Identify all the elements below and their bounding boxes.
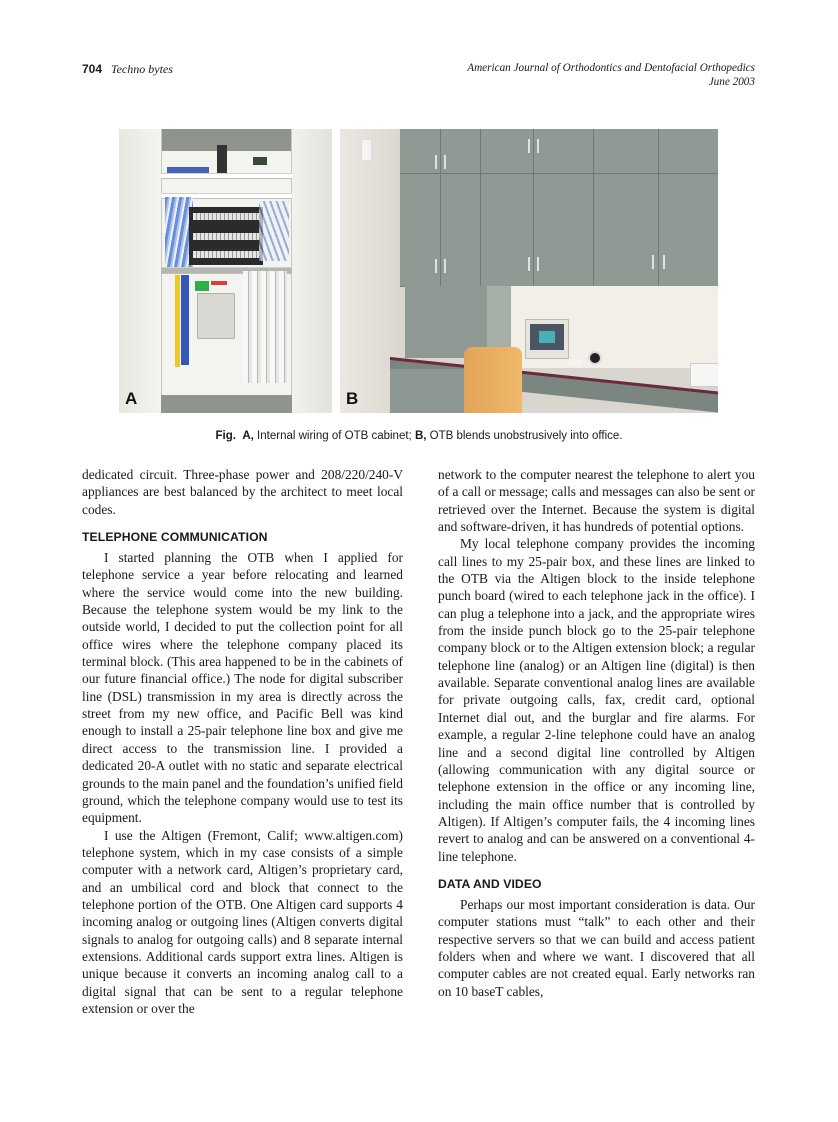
upper-cabinet <box>147 129 307 151</box>
paragraph: Perhaps our most important consideration is data. Our computer stations must “talk” to each other and their respective servers so that we can build and access patient folders when and where we want. I discovered that all computer cables are not created equal. Early networks ran on 10 baseT cables, <box>438 896 755 999</box>
journal-title: American Journal of Orthodontics and Dentofacial Orthopedics <box>467 62 755 74</box>
figure-panel-a <box>119 129 332 413</box>
blue-cable-bundle <box>181 275 189 365</box>
issue-date: June 2003 <box>708 75 755 88</box>
cabinet-handle <box>652 255 654 269</box>
cabinet-door-left <box>119 129 162 413</box>
right-column <box>438 466 755 1000</box>
caption-prefix: Fig. <box>215 430 236 442</box>
red-label <box>211 281 227 285</box>
cabinet-handle <box>444 259 446 273</box>
patch-ports <box>193 213 259 220</box>
telephone-block <box>197 293 235 339</box>
punch-down-strips <box>243 271 287 383</box>
cabinet-seam <box>658 129 659 286</box>
wall-sconce <box>361 139 372 161</box>
network-cables <box>259 201 289 261</box>
paragraph: network to the computer nearest the telephone to alert you of a call or message; calls and messages can also be sent or retrieved over the Internet. Because the system is digital and software-driven, it has hundreds of potential options. <box>438 467 755 535</box>
paragraph: My local telephone company provides the incoming call lines to my 25-pair box, and these lines are linked to the OTB via the Altigen block to the inside telephone punch board (wired to each telephone jack in the office). I can plug a telephone into a jack, and the appropriate wires from the inside punch block go to the 25-pair telephone company block or to the Altigen extension block; a regular telephone line (analog) or an Altigen line (digital) is then available. Separate conventional analog lines are available for private outgoing calls, fax, credit card, optional Internet dial out, and the burglar and fire alarms. For example, a regular 2-line telephone could have an analog line and a second digital line controlled by Altigen (allowing communication with any digital source or telephone extension in the office or any incoming line, including the main office number that is controlled by Altigen). If Altigen’s computer fails, the 4 incoming lines revert to analog and can be answered on a conventional 4-line telephone. <box>438 536 755 864</box>
cabinet-seam-horizontal <box>400 173 718 174</box>
section-name: Techno bytes <box>111 62 173 76</box>
caption-b-label: B, <box>414 430 427 442</box>
cabinet-handle <box>528 257 530 271</box>
cabinet-handle <box>528 139 530 153</box>
paragraph: dedicated circuit. Three-phase power and 208/220/240-V appliances are best balanced by the architect to meet local codes. <box>82 467 403 517</box>
green-label <box>195 281 209 291</box>
desk-clock <box>588 351 602 365</box>
cabinet-handle <box>537 257 539 271</box>
cabinet-seam <box>593 129 594 286</box>
panel-label: B <box>346 389 359 408</box>
network-device <box>253 157 267 165</box>
cabinet-seam <box>533 129 534 286</box>
patch-ports <box>193 233 259 240</box>
computer-monitor <box>525 319 569 359</box>
office-chair <box>464 347 522 413</box>
cabinet-handle <box>435 259 437 273</box>
cabinet-handle <box>537 139 539 153</box>
paragraph: I started planning the OTB when I applied for telephone service a year before relocating and learned where the service would come into the new building. Because the telephone system would be my link to the outside world, I decided to put the collection point for all office wires where the telephone company placed its terminal block. (This area happened to be in the cabinets of our future financial office.) The node for digital subscriber line (DSL) transmission in my area is directly across the street from my new office, and Pacific Bell was kind enough to install a 25-pair telephone line box and give me direct access to the transmission line. I provided a dedicated 20-A outlet with no static and separate electrical grounds to the main panel and the foundation’s unified field ground, which the telephone company would use to test its equipment. <box>82 550 403 826</box>
figure-panel-b <box>340 129 718 413</box>
patch-panel <box>189 207 263 265</box>
monitor-screen <box>530 324 564 350</box>
cabinet-seam <box>480 129 481 286</box>
caption-a-label: A, <box>242 430 254 442</box>
figure <box>119 129 719 413</box>
paragraph: I use the Altigen (Fremont, Calif; www.altigen.com) telephone system, which in my case consists of a simple computer with a network card, Altigen’s proprietary card, and an umbilical cord and block that connect to the telephone portion of the OTB. One Altigen card supports 4 incoming analog or outgoing lines (Altigen converts digital signals to analog for outgoing calls) and 8 separate internal extensions. Additional cards support extra lines. Altigen is unique because it converts an incoming analog call to a digital signal that can be sent to a regular telephone extension or over the <box>82 827 403 1016</box>
printer <box>690 363 718 387</box>
cabinet-floor <box>161 395 292 413</box>
cabinet-handle <box>663 255 665 269</box>
cabinet-seam <box>440 129 441 286</box>
yellow-cable <box>175 275 180 367</box>
figure-caption <box>0 430 838 442</box>
page-number: 704 <box>82 62 103 76</box>
caption-b-text: OTB blends unobstrusively into office. <box>426 430 623 442</box>
upper-cabinets <box>400 129 718 286</box>
running-head-right <box>467 62 755 89</box>
cabinet-door-right <box>291 129 332 413</box>
cabinet-handle <box>435 155 437 169</box>
section-heading: TELEPHONE COMMUNICATION <box>82 530 268 545</box>
caption-a-text: Internal wiring of OTB cabinet; <box>253 430 415 442</box>
running-head <box>82 62 755 94</box>
cabinet-shelf <box>161 173 292 179</box>
section-heading: DATA AND VIDEO <box>438 876 542 891</box>
cabinet-handle <box>444 155 446 169</box>
screen-window <box>539 331 555 343</box>
running-head-left <box>82 62 173 77</box>
left-column <box>82 466 403 1017</box>
panel-label: A <box>125 389 138 408</box>
telephone <box>568 359 582 367</box>
patch-ports <box>193 251 259 258</box>
